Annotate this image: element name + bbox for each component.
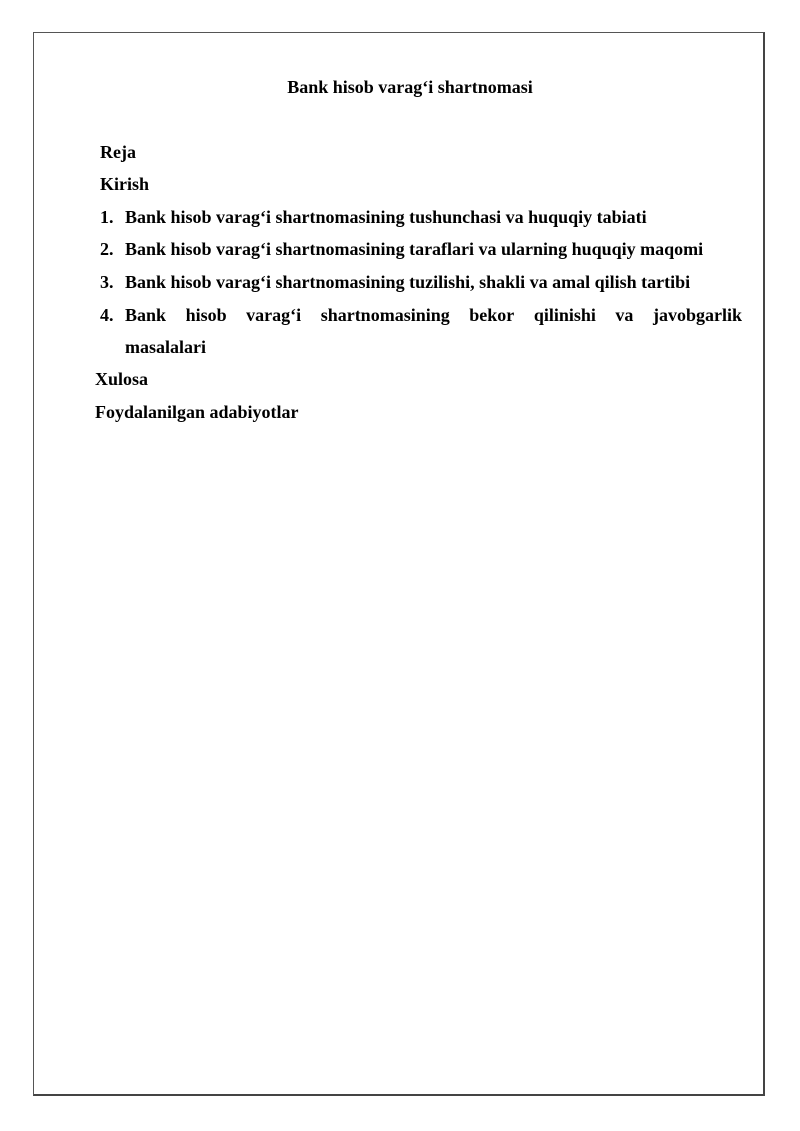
word: bekor [469,305,515,325]
intro-heading: Kirish [100,174,150,194]
conclusion-heading: Xulosa [95,369,149,389]
list-item-continuation: masalalari [125,337,206,357]
list-item-text: Bank hisob varag‘i shartnomasining taraflari va ularning huquqiy maqomi [125,239,704,259]
list-item-text-justified [125,304,742,326]
word: shartnomasining [320,305,450,325]
word: qilinishi [533,305,596,325]
list-item-text: Bank hisob varag‘i shartnomasining tushunchasi va huquqiy tabiati [125,207,647,227]
references-heading: Foydalanilgan adabiyotlar [95,402,299,422]
word: javobgarlik [652,305,742,325]
list-item-number: 3. [100,272,114,292]
list-item-text: Bank hisob varag‘i shartnomasining tuzilishi, shakli va amal qilish tartibi [125,272,691,292]
word: va [615,305,634,325]
word: Bank [125,305,167,325]
word: hisob [185,305,227,325]
document-title: Bank hisob varag‘i shartnomasi [287,77,533,97]
word: varag‘i [246,305,302,325]
list-item-number: 4. [100,305,114,325]
plan-heading: Reja [100,142,136,162]
list-item-number: 1. [100,207,114,227]
list-item-number: 2. [100,239,114,259]
